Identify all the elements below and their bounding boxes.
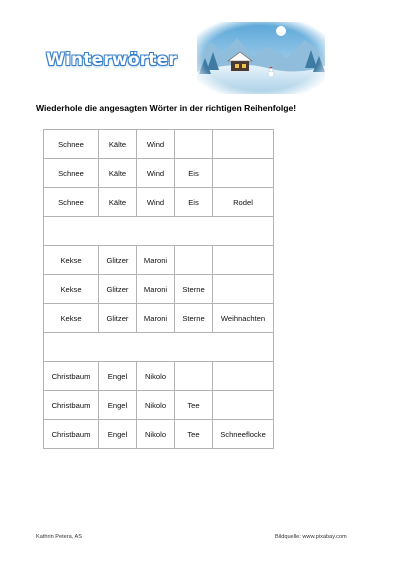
word-cell: Weihnachten: [213, 304, 274, 333]
footer-image-source: Bildquelle: www.pixabay.com: [275, 534, 347, 540]
word-cell: Nikolo: [137, 420, 175, 449]
word-cell: Schneeflocke: [213, 420, 274, 449]
word-cell: [175, 246, 213, 275]
word-cell: Sterne: [175, 304, 213, 333]
word-cell: Christbaum: [44, 391, 99, 420]
word-cell: Nikolo: [137, 362, 175, 391]
table-row: [44, 304, 274, 333]
word-cell: Engel: [99, 362, 137, 391]
word-cell: [213, 159, 274, 188]
word-cell: Wind: [137, 188, 175, 217]
word-cell: Maroni: [137, 275, 175, 304]
word-cell: Kekse: [44, 246, 99, 275]
word-cell: Christbaum: [44, 362, 99, 391]
word-cell: Glitzer: [99, 275, 137, 304]
word-cell: [213, 246, 274, 275]
word-cell: Tee: [175, 420, 213, 449]
word-cell: [213, 391, 274, 420]
word-cell: [175, 130, 213, 159]
table-row: [44, 188, 274, 217]
word-cell: Schnee: [44, 130, 99, 159]
word-cell: Engel: [99, 391, 137, 420]
word-cell: Maroni: [137, 246, 175, 275]
table-row: [44, 275, 274, 304]
word-cell: Tee: [175, 391, 213, 420]
word-cell: Glitzer: [99, 304, 137, 333]
word-cell: Maroni: [137, 304, 175, 333]
word-cell: Kälte: [99, 130, 137, 159]
word-cell: Kälte: [99, 188, 137, 217]
separator-cell: [44, 217, 274, 246]
word-cell: Kekse: [44, 275, 99, 304]
word-cell: Eis: [175, 159, 213, 188]
table-row: [44, 159, 274, 188]
footer-author: Kathrin Petera, AS: [36, 534, 83, 540]
word-cell: [175, 362, 213, 391]
worksheet-title: Winterwörter: [46, 50, 177, 70]
word-cell: Rodel: [213, 188, 274, 217]
separator-cell: [44, 333, 274, 362]
word-cell: Wind: [137, 159, 175, 188]
word-cell: [213, 275, 274, 304]
word-cell: [213, 130, 274, 159]
word-table: [43, 129, 274, 449]
word-cell: [213, 362, 274, 391]
table-row: [44, 246, 274, 275]
table-row: [44, 362, 274, 391]
word-cell: Kälte: [99, 159, 137, 188]
word-cell: Nikolo: [137, 391, 175, 420]
word-cell: Wind: [137, 130, 175, 159]
table-row: [44, 130, 274, 159]
word-cell: Engel: [99, 420, 137, 449]
word-cell: Sterne: [175, 275, 213, 304]
table-row: [44, 391, 274, 420]
word-cell: Eis: [175, 188, 213, 217]
word-cell: Kekse: [44, 304, 99, 333]
separator-row: [44, 217, 274, 246]
instruction-text: Wiederhole die angesagten Wörter in der richtigen Reihenfolge!: [36, 103, 297, 113]
word-cell: Christbaum: [44, 420, 99, 449]
word-cell: Schnee: [44, 188, 99, 217]
word-cell: Glitzer: [99, 246, 137, 275]
word-cell: Schnee: [44, 159, 99, 188]
winter-landscape-illustration: [197, 22, 325, 94]
separator-row: [44, 333, 274, 362]
table-row: [44, 420, 274, 449]
